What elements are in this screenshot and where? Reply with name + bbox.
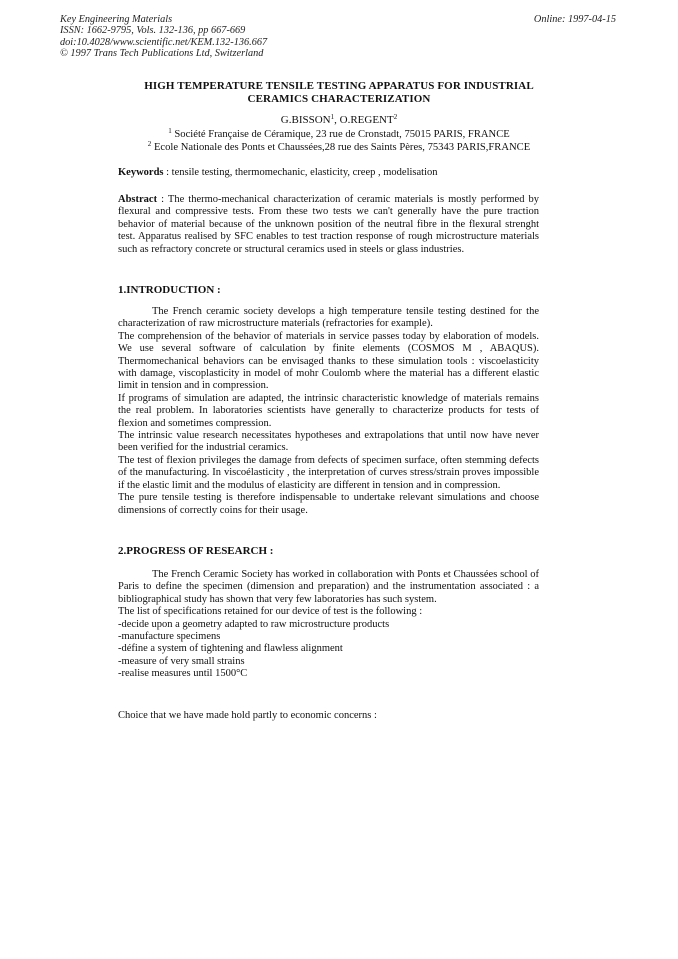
- section-1-body: [118, 306, 539, 517]
- paragraph: The test of flexion privileges the damage from defects of specimen surface, often stemming defects of the manufacturing. In viscoélasticity , the interpretation of curves stress/strain proves impossible if the elastic limit and the modulus of elasticity are different in tension and in compression.: [118, 454, 539, 491]
- list-intro: The list of specifications retained for our device of test is the following :: [118, 606, 423, 618]
- list-item: -manufacture specimens: [118, 631, 221, 643]
- author-2-affil-mark: 2: [393, 113, 398, 121]
- paper-title: [60, 80, 618, 106]
- keywords-label: Keywords: [118, 167, 164, 178]
- closing-text: Choice that we have made hold partly to economic concerns :: [118, 710, 377, 721]
- title-line-2: CERAMICS CHARACTERIZATION: [247, 93, 431, 105]
- author-separator: ,: [334, 114, 340, 126]
- closing-line: [118, 710, 539, 722]
- doi-line: doi:10.4028/www.scientific.net/KEM.132-136.667: [60, 36, 268, 48]
- online-date: Online: 1997-04-15: [533, 14, 616, 25]
- title-line-1: HIGH TEMPERATURE TENSILE TESTING APPARATUS FOR INDUSTRIAL: [144, 80, 534, 92]
- journal-name: Key Engineering Materials: [60, 14, 173, 25]
- list-item: -measure of very small strains: [118, 655, 245, 667]
- section-2-heading: 2.PROGRESS OF RESEARCH :: [118, 545, 274, 557]
- keywords: [118, 167, 539, 179]
- paragraph: The pure tensile testing is therefore indispensable to undertake relevant simulations and choose dimensions of correctly coins for their usage.: [118, 492, 539, 516]
- section-1-heading: 1.INTRODUCTION :: [118, 284, 221, 296]
- issn-line: ISSN: 1662-9795, Vols. 132-136, pp 667-669: [60, 25, 246, 37]
- author-1: G.BISSON: [280, 114, 331, 126]
- abstract-text: : The thermo-mechanical characterization of ceramic materials is mostly performed by flexural and compressive tests. From these two tests we can't generally have the pure traction behavior of material because of the unknown position of the neutral fibre in the flexural strenght test. Apparatus realised by SFC enables to test traction response of rough microstructure materials such as refractory concrete or structural ceramics used in steels or glass industries.: [118, 194, 539, 255]
- publication-metadata: [60, 14, 267, 60]
- paragraph: The intrinsic value research necessitates hypotheses and extrapolations that until now have never been verified for the industrial ceramics.: [118, 430, 539, 454]
- keywords-text: : tensile testing, thermomechanic, elasticity, creep , modelisation: [163, 167, 438, 178]
- paragraph: The French Ceramic Society has worked in collaboration with Ponts et Chaussées school of Paris to define the specimen (dimension and preparation) and the instrumentation associated : a bibliographical study has shown that very few laboratories has such system.: [118, 569, 539, 605]
- section-2-body: [118, 569, 539, 681]
- list-item: -realise measures until 1500°C: [118, 668, 248, 680]
- affiliation-1-text: Société Française de Céramique, 23 rue de Cronstadt, 75015 PARIS, FRANCE: [174, 129, 510, 140]
- list-item: -decide upon a geometry adapted to raw microstructure products: [118, 618, 390, 630]
- affiliation-2: [60, 141, 618, 154]
- copyright-line: © 1997 Trans Tech Publications Ltd, Switzerland: [60, 48, 264, 60]
- affiliation-1: [60, 128, 618, 141]
- abstract-label: Abstract: [118, 194, 158, 205]
- author-2: O.REGENT: [339, 114, 394, 126]
- paragraph: If programs of simulation are adapted, the intrinsic characteristic knowledge of materials remains the real problem. In laboratories scientists have generally to characterize products for tests of flexion and sometimes compression.: [118, 392, 539, 429]
- paragraph: The comprehension of the behavior of materials in service passes today by elaboration of models. We use several software of calculation by finite elements (COSMOS M , ABAQUS). Thermomechanical behaviors can be envisaged thanks to these simulation tools : viscoelasticity with damage, viscoplasticity in model of mohr Coulomb where the material has a different elastic limit in tension and in compression.: [118, 330, 539, 392]
- affiliation-2-mark: 2: [147, 140, 152, 148]
- affiliation-2-text: Ecole Nationale des Ponts et Chaussées,28 rue des Saints Pères, 75343 PARIS,FRANCE: [153, 142, 531, 153]
- abstract: [118, 194, 539, 256]
- list-item: -défine a system of tightening and flawless alignment: [118, 643, 343, 655]
- author-1-affil-mark: 1: [330, 113, 335, 121]
- author-list: [60, 114, 618, 127]
- paragraph: The French ceramic society develops a high temperature tensile testing destined for the characterization of raw microstructure materials (refractories for example).: [118, 306, 539, 330]
- affiliation-1-mark: 1: [168, 127, 172, 135]
